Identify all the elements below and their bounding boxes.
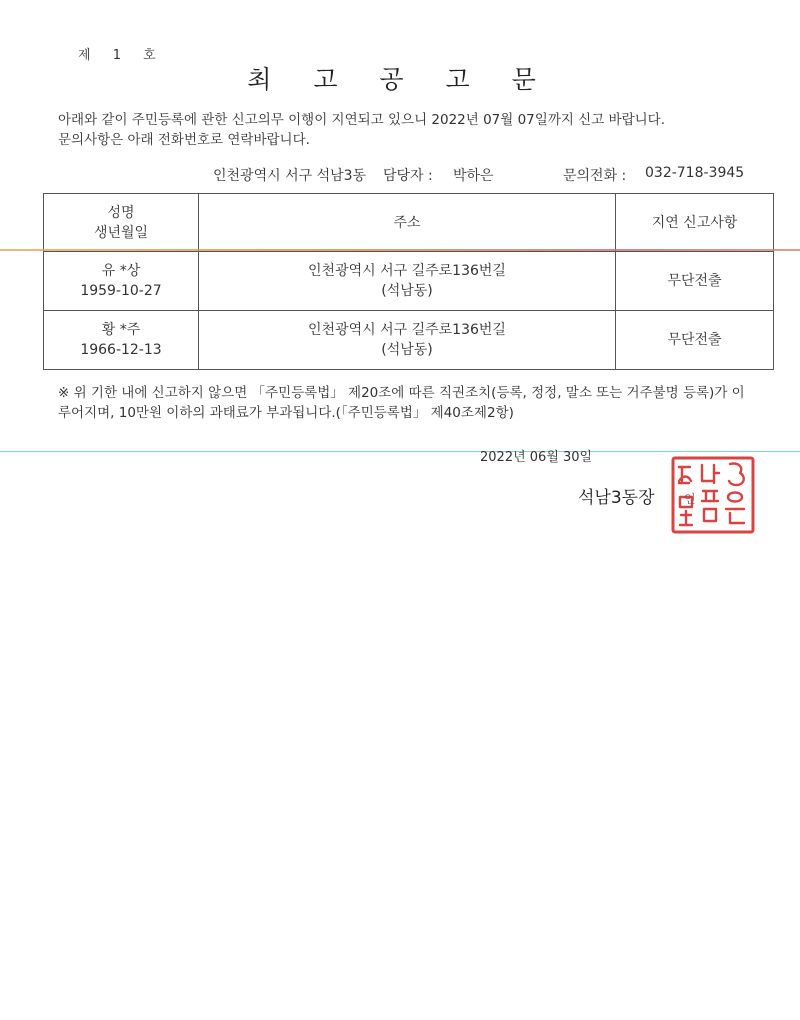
seal-mark: 인 [684, 492, 696, 506]
address-line-1: 인천광역시 서구 길주로136번길 [308, 263, 506, 279]
notice-line-1: ※ 위 기한 내에 신고하지 않으면 「주민등록법」 제20조에 따른 직권조치(등록, 정정, 말소 또는 거주불명 등록)가 이 [58, 385, 745, 401]
signer-title: 석남3동장 [578, 488, 655, 508]
header-delay: 지연 신고사항 [616, 194, 774, 252]
birth-date: 1966-12-13 [80, 342, 162, 358]
person-name: 유 *상 [101, 263, 141, 279]
header-birth-label: 생년월일 [93, 224, 149, 241]
contact-row [0, 165, 800, 185]
document-number: 제 1 호 [78, 48, 165, 63]
document-title: 최 고 공 고 문 [247, 65, 553, 94]
cell-address [199, 252, 616, 311]
table-row [44, 311, 774, 370]
cell-name-birth [44, 311, 199, 370]
person-name: 황 *주 [101, 322, 141, 338]
records-table [43, 193, 774, 370]
intro-line-1: 아래와 같이 주민등록에 관한 신고의무 이행이 지연되고 있으니 2022년 07월 07일까지 신고 바랍니다. [58, 112, 666, 128]
scan-artifact-line-2 [0, 451, 800, 452]
cell-name-birth [44, 252, 199, 311]
manager-label: 담당자 : [383, 168, 433, 184]
office-name: 인천광역시 서구 석남3동 [213, 168, 367, 184]
table-header-row [44, 194, 774, 252]
legal-notice [58, 383, 773, 423]
manager-name: 박하은 [453, 168, 494, 184]
issue-date: 2022년 06월 30일 [480, 450, 593, 465]
header-name-label: 성명 [107, 204, 135, 221]
notice-line-2: 루어지며, 10만원 이하의 과태료가 부과됩니다.(「주민등록법」 제40조제2항) [58, 405, 514, 421]
header-name-birth [44, 194, 199, 252]
official-seal-icon [670, 455, 756, 535]
phone-number: 032-718-3945 [645, 165, 745, 181]
table-row [44, 252, 774, 311]
cell-address [199, 311, 616, 370]
address-line-1: 인천광역시 서구 길주로136번길 [308, 322, 506, 338]
intro-line-2: 문의사항은 아래 전화번호로 연락바랍니다. [58, 132, 310, 148]
scan-artifact-line [0, 249, 800, 251]
header-address: 주소 [199, 194, 616, 252]
address-line-2: (석남동) [381, 342, 433, 358]
birth-date: 1959-10-27 [80, 283, 162, 299]
phone-label: 문의전화 : [563, 168, 627, 184]
cell-delay: 무단전출 [616, 252, 774, 311]
cell-delay: 무단전출 [616, 311, 774, 370]
address-line-2: (석남동) [381, 283, 433, 299]
intro-text [58, 110, 758, 150]
